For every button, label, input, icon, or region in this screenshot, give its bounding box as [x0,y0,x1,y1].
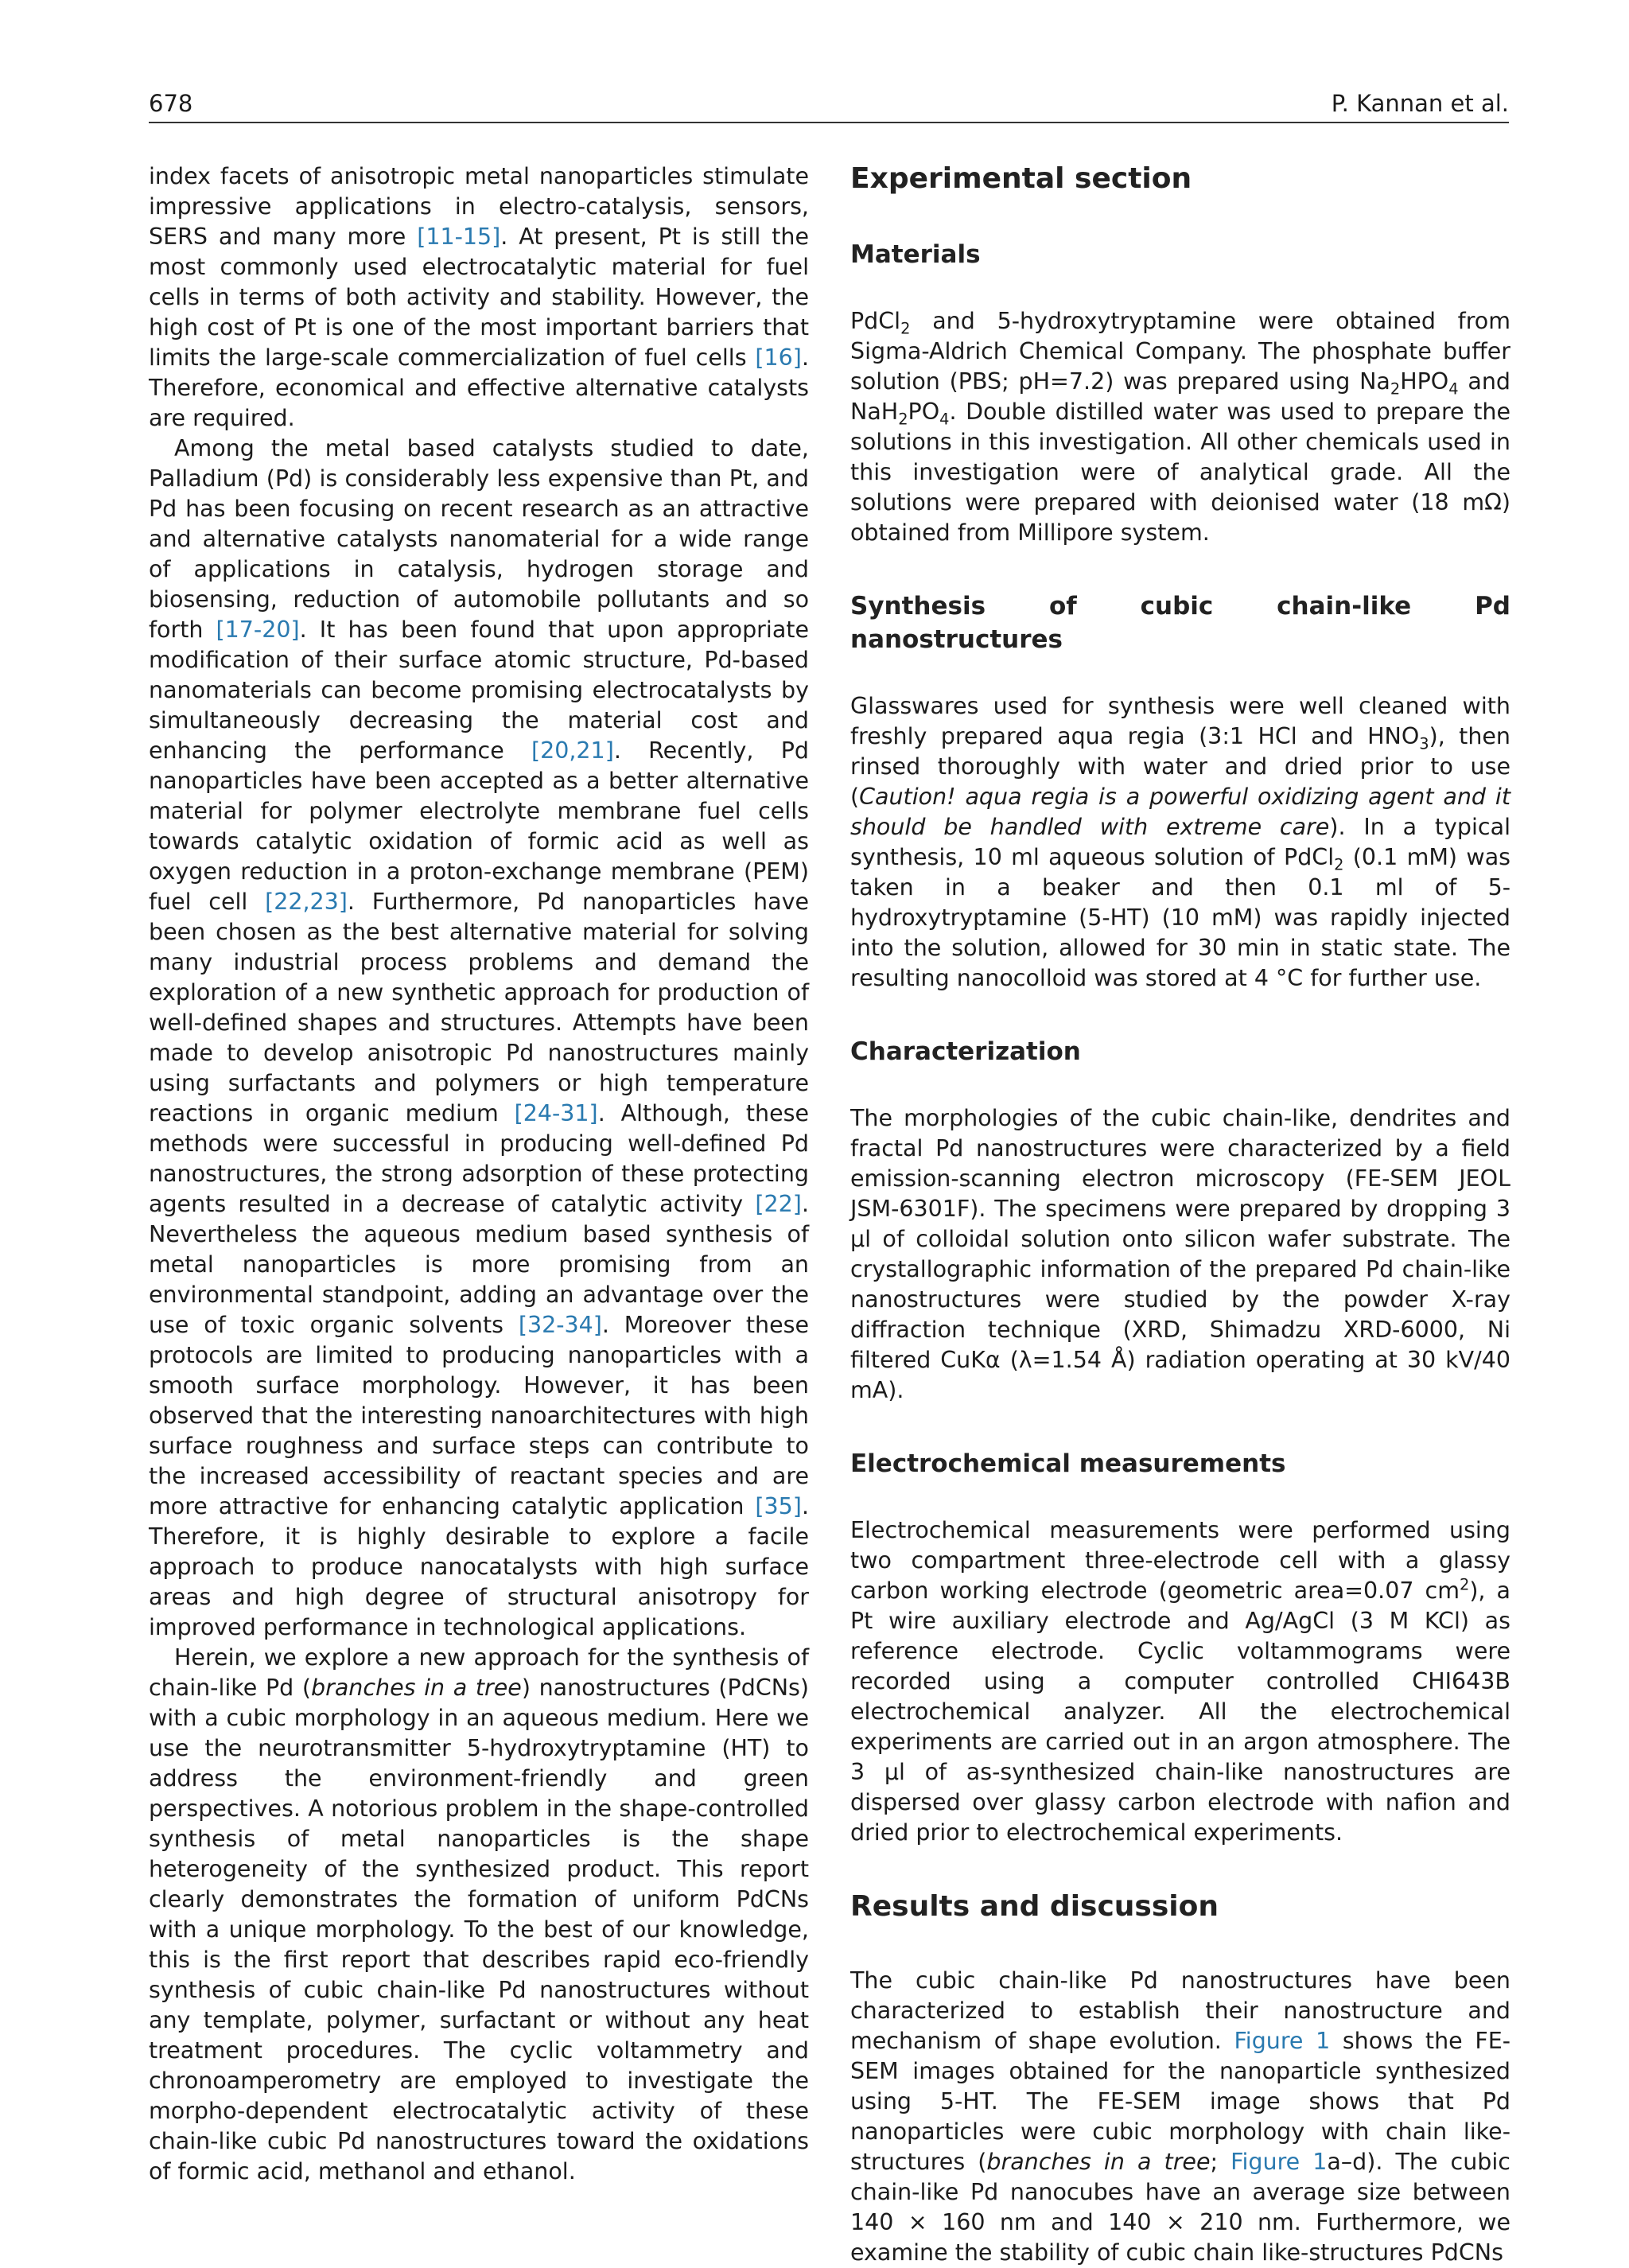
electrochemical-paragraph: Electrochemical measurements were performed using two compartment three-electrode cell with a glassy carbon working electrode (geometric area=0.07 $cm^2$), a Pt wire auxiliary electrode and Ag/AgCl (3 M KCl) as reference electrode. Cyclic voltammograms were recorded using a computer controlled CHI643B electrochemical analyzer. All the electrochemical experiments are carried out in an argon atmosphere. The 3 μl of as-synthesized chain-like nanostructures are dispersed over glassy carbon electrode with nafion and dried prior to electrochemical experiments. [850,1517,1511,1846]
citation-link[interactable]: [16] [755,344,802,371]
materials-heading: Materials [850,240,981,269]
right-column [850,161,1510,2268]
citation-link[interactable]: [35] [755,1493,802,1519]
citation-link[interactable]: [11-15] [417,224,501,250]
running-header [149,86,1509,121]
page-number: 678 [149,90,193,117]
citation-link[interactable]: [32-34] [518,1312,602,1338]
results-paragraph: The cubic chain-like Pd nanostructures have been characterized to establish their nanostructure and mechanism of shape evolution. Figure 1 shows the FE-SEM images obtained for the nanoparticle synthesized using 5-HT. The FE-SEM image shows that Pd nanoparticles were cubic morphology with chain like-structures (branches in a tree; Figure 1a–d). The cubic chain-like Pd nanocubes have an average size between 140 × 160 nm and 140 × 210 nm. Furthermore, we examine the stability of cubic chain like-structures PdCNs [850,1967,1510,2266]
materials-paragraph: PdCl$_2$ and 5-hydroxytryptamine were obtained from Sigma-Aldrich Chemical Company. The phosphate buffer solution (PBS; pH=7.2) was prepared using $Na_2HPO_4$ and $NaH_2PO_4$. Double distilled water was used to prepare the solutions in this investigation. All other chemicals used in this investigation were of analytical grade. All the solutions were prepared with deionised water (18 mΩ) obtained from Millipore system. [850,308,1510,546]
citation-link[interactable]: [24-31] [514,1100,598,1126]
left-column [149,161,809,2187]
citation-link[interactable]: [22] [755,1191,802,1217]
running-authors: P. Kannan et al. [1331,90,1509,117]
characterization-paragraph: The morphologies of the cubic chain-like, dendrites and fractal Pd nanostructures were characterized by a field emission-scanning electron microscopy (FE-SEM JEOL JSM-6301F). The specimens were prepared by dropping 3 μl of colloidal solution onto silicon wafer substrate. The crystallographic information of the prepared Pd chain-like nanostructures were studied by the powder X-ray diffraction technique (XRD, Shimadzu XRD-6000, Ni filtered CuKα (λ=1.54 Å) radiation operating at 30 kV/40 mA). [850,1105,1510,1403]
characterization-heading: Characterization [850,1037,1081,1066]
citation-link[interactable]: [22,23] [265,889,348,915]
citation-link[interactable]: [20,21] [531,737,614,764]
synthesis-heading: Synthesis of cubic chain-like Pd nanostructures [850,592,1510,654]
results-heading: Results and discussion [850,1890,1219,1923]
intro-paragraph-1: index facets of anisotropic metal nanoparticles stimulate impressive applications in electro-catalysis, sensors, SERS and many more [11-15]. At present, Pt is still the most commonly used electrocatalytic material for fuel cells in terms of both activity and stability. However, the high cost of Pt is one of the most important barriers that limits the large-scale commercialization of fuel cells [16]. Therefore, economical and effective alternative catalysts are required. [149,163,809,431]
intro-paragraph-3: Herein, we explore a new approach for the synthesis of chain-like Pd (branches in a tree) nanostructures (PdCNs) with a cubic morphology in an aqueous medium. Here we use the neurotransmitter 5-hydroxytryptamine (HT) to address the environment-friendly and green perspectives. A notorious problem in the shape-controlled synthesis of metal nanoparticles is the shape heterogeneity of the synthesized product. This report clearly demonstrates the formation of uniform PdCNs with a unique morphology. To the best of our knowledge, this is the first report that describes rapid eco-friendly synthesis of cubic chain-like Pd nanostructures without any template, polymer, surfactant or without any heat treatment procedures. The cyclic voltammetry and chronoamperometry are employed to investigate the morpho-dependent electrocatalytic activity of these chain-like cubic Pd nanostructures toward the oxidations of formic acid, methanol and ethanol. [149,1644,810,2184]
figure-link[interactable]: Figure 1 [1230,2149,1328,2175]
intro-paragraph-2: Among the metal based catalysts studied to date, Palladium (Pd) is considerably less expensive than Pt, and Pd has been focusing on recent research as an attractive and alternative catalysts nanomaterial for a wide range of applications in catalysis, hydrogen storage and biosensing, reduction of automobile pollutants and so forth [17-20]. It has been found that upon appropriate modification of their surface atomic structure, Pd-based nanomaterials can become promising electrocatalysts by simultaneously decreasing the material cost and enhancing the performance [20,21]. Recently, Pd nanoparticles have been accepted as a better alternative material for polymer electrolyte membrane fuel cells towards catalytic oxidation of formic acid as well as oxygen reduction in a proton-exchange membrane (PEM) fuel cell [22,23]. Furthermore, Pd nanoparticles have been chosen as the best alternative material for solving many industrial process problems and demand the exploration of a new synthetic approach for production of well-defined shapes and structures. Attempts have been made to develop anisotropic Pd nanostructures mainly using surfactants and polymers or high temperature reactions in organic medium [24-31]. Although, these methods were successful in producing well-defined Pd nanostructures, the strong adsorption of these protecting agents resulted in a decrease of catalytic activity [22]. Nevertheless the aqueous medium based synthesis of metal nanoparticles is more promising from an environmental standpoint, adding an advantage over the use of toxic organic solvents [32-34]. Moreover these protocols are limited to producing nanoparticles with a smooth surface morphology. However, it has been observed that the interesting nanoarchitectures with high surface roughness and surface steps can contribute to the increased accessibility of reactant species and are more attractive for enhancing catalytic application [35]. Therefore, it is highly desirable to explore a facile approach to produce nanocatalysts with high surface areas and high degree of structural anisotropy for improved performance in technological applications. [149,435,809,1640]
citation-link[interactable]: [17-20] [216,617,300,643]
synthesis-paragraph: Glasswares used for synthesis were well cleaned with freshly prepared aqua regia (3:1 HCl and $HNO_3$), then rinsed thoroughly with water and dried prior to use (Caution! aqua regia is a powerful oxidizing agent and it should be handled with extreme care). In a typical synthesis, 10 ml aqueous solution of PdCl$_2$ (0.1 mM) was taken in a beaker and then 0.1 ml of 5-hydroxytryptamine (5-HT) (10 mM) was rapidly injected into the solution, allowed for 30 min in static state. The resulting nanocolloid was stored at 4 °C for further use. [850,693,1511,991]
electrochemical-heading: Electrochemical measurements [850,1449,1286,1478]
figure-link[interactable]: Figure 1 [1234,2028,1331,2054]
header-rule [149,122,1509,123]
experimental-section-heading: Experimental section [850,162,1192,195]
